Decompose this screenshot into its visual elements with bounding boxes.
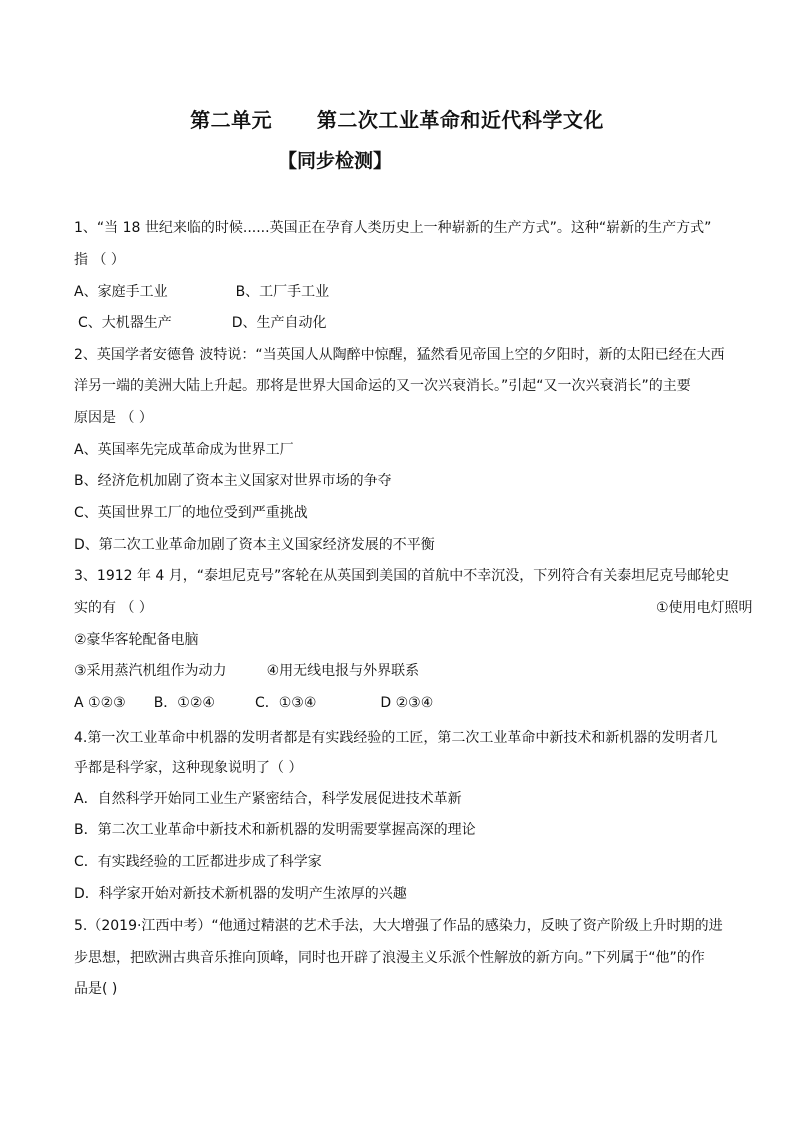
q3-stem-line-1: 3、1912 年 4 月，“泰坦尼克号”客轮在从英国到美国的首航中不幸沉没，下列符合有关泰坦尼克号邮轮史 <box>74 568 730 584</box>
q3-options-row <box>74 693 734 713</box>
q3-item-3: ③采用蒸汽机组作为动力 <box>74 663 227 679</box>
q2-option-d: D、第二次工业革命加剧了资本主义国家经济发展的不平衡 <box>74 537 435 553</box>
q1-option-c: C、大机器生产 <box>78 315 172 331</box>
q1-stem-line-1: 1、“当 18 世纪来临的时候......英国正在孕育人类历史上一种崭新的生产方式”。这种“崭新的生产方式” <box>74 220 712 236</box>
q2-stem-line-2: 洋另一端的美洲大陆上升起。那将是世界大国命运的又一次兴衰消长。”引起“又一次兴衰消长”的主要 <box>74 378 691 394</box>
q4-option-b: B．第二次工业革命中新技术和新机器的发明需要掌握高深的理论 <box>74 822 476 838</box>
q2-option-c: C、英国世界工厂的地位受到严重挑战 <box>74 505 308 521</box>
q2-option-b: B、经济危机加剧了资本主义国家对世界市场的争夺 <box>74 473 392 489</box>
page-title: 第二单元 第二次工业革命和近代科学文化 <box>190 108 604 132</box>
q1-option-b: B、工厂手工业 <box>235 284 330 300</box>
q4-stem-line-1: 4.第一次工业革命中机器的发明者都是有实践经验的工匠，第二次工业革命中新技术和新机器的发明者几 <box>74 730 718 746</box>
q1-options-row-1 <box>74 282 734 302</box>
q3-items-row <box>74 661 734 681</box>
q3-item-1: ①使用电灯照明 <box>656 600 753 616</box>
q3-stem-line-2-text: 实的有 （ ） <box>74 600 153 616</box>
q5-stem-line-1: 5.（2019·江西中考）“他通过精湛的艺术手法，大大增强了作品的感染力，反映了资产阶级上升时期的进 <box>74 918 723 934</box>
q5-stem-line-2: 步思想，把欧洲古典音乐推向顶峰，同时也开辟了浪漫主义乐派个性解放的新方向。”下列属于“他”的作 <box>74 950 705 966</box>
q2-option-a: A、英国率先完成革命成为世界工厂 <box>74 442 294 458</box>
section-subtitle: 【同步检测】 <box>278 150 393 172</box>
q3-option-d: D ②③④ <box>380 695 434 711</box>
q3-option-a: A ①②③ <box>74 695 126 711</box>
q3-option-b: B．①②④ <box>153 695 215 711</box>
q1-stem-line-2: 指 （ ） <box>74 252 125 268</box>
q4-option-a: A．自然科学开始同工业生产紧密结合，科学发展促进技术革新 <box>74 791 462 807</box>
q3-stem-line-2 <box>74 598 753 618</box>
q2-stem-line-3: 原因是 （ ） <box>74 410 153 426</box>
q5-stem-line-3: 品是( ) <box>74 981 118 997</box>
q3-item-2: ②豪华客轮配备电脑 <box>74 632 199 648</box>
q4-option-d: D．科学家开始对新技术新机器的发明产生浓厚的兴趣 <box>74 886 407 902</box>
q1-option-d: D、生产自动化 <box>231 315 327 331</box>
q1-option-a: A、家庭手工业 <box>74 284 168 300</box>
q4-option-c: C．有实践经验的工匠都进步成了科学家 <box>74 854 322 870</box>
q2-stem-line-1: 2、英国学者安德鲁 波特说：“当英国人从陶醉中惊醒，猛然看见帝国上空的夕阳时，新的太阳已经在大西 <box>74 347 725 363</box>
q3-option-c: C．①③④ <box>254 695 317 711</box>
q4-stem-line-2: 乎都是科学家，这种现象说明了（ ） <box>74 760 303 776</box>
q3-item-4: ④用无线电报与外界联系 <box>266 663 420 679</box>
q1-options-row-2 <box>78 313 734 333</box>
